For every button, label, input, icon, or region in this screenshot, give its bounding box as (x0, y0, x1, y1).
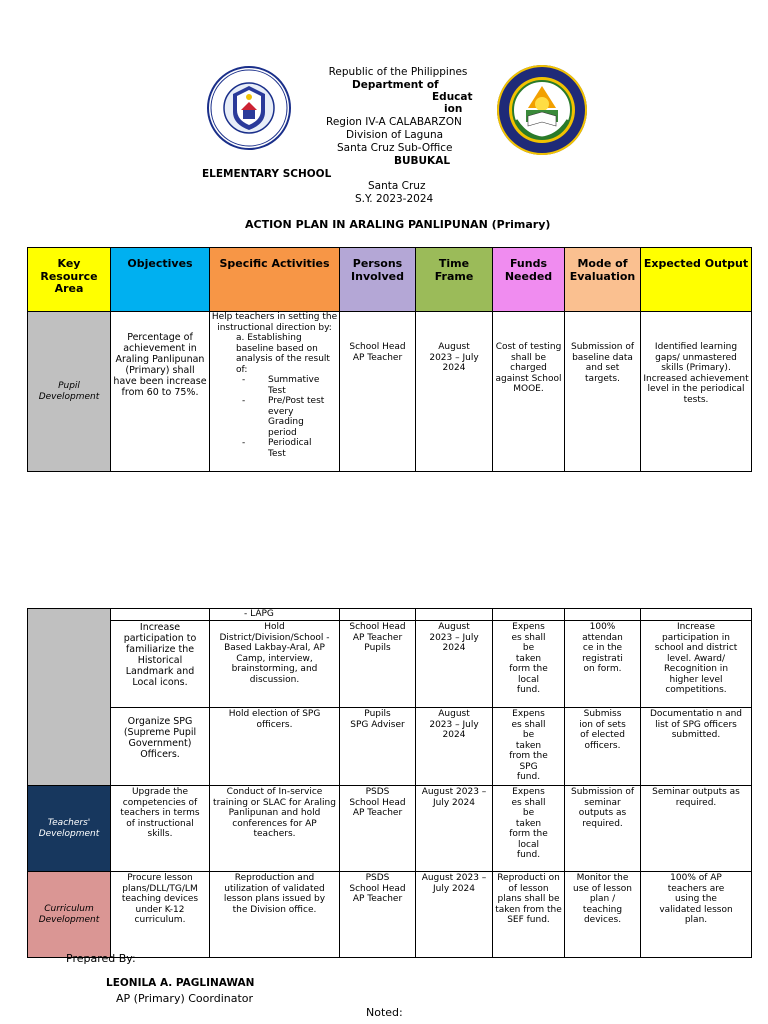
action-plan-table-continued (27, 608, 752, 958)
header-department: Department of (352, 79, 439, 91)
time-cell: August 2023 – July 2024 (416, 621, 493, 708)
table-row (28, 312, 752, 472)
evaluation-cell: 100% attendan ce in the registrati on form. (565, 621, 641, 708)
evaluation-cell: Submiss ion of sets of elected officers. (565, 708, 641, 786)
time-cell: August 2023 – July 2024 (416, 312, 493, 472)
header-school-name: BUBUKAL (394, 155, 451, 167)
activity-item: - Pre/Post test every Grading period (210, 396, 339, 438)
table-row (28, 786, 752, 872)
persons-cell: PSDS School Head AP Teacher (340, 872, 416, 958)
table-row (28, 708, 752, 786)
output-cell: Increase participation in school and district level. Award/ Recognition in higher level competitions. (641, 621, 752, 708)
kra-curriculum-development: Curriculum Development (28, 872, 111, 958)
noted-label: Noted: (366, 1006, 403, 1019)
objective-cell: Increase participation to familiarize the Historical Landmark and Local icons. (111, 621, 210, 708)
activity-item: - Periodical Test (210, 438, 339, 459)
activity-cell (210, 312, 340, 472)
kra-pupil-development-cont (28, 609, 111, 786)
persons-cell: Pupils SPG Adviser (340, 708, 416, 786)
objective-cell: Upgrade the competencies of teachers in terms of instructional skills. (111, 786, 210, 872)
time-cell: August 2023 – July 2024 (416, 708, 493, 786)
table-row (28, 872, 752, 958)
kra-pupil-development: Pupil Development (28, 312, 111, 472)
funds-cell: Reproducti on of lesson plans shall be taken from the SEF fund. (493, 872, 565, 958)
activity-cell: Hold election of SPG officers. (210, 708, 340, 786)
prepared-by-label: Prepared By: (66, 952, 136, 965)
funds-cell: Expens es shall be taken form the local fund. (493, 621, 565, 708)
header-activities: Specific Activities (210, 248, 340, 312)
objective-cell: Organize SPG (Supreme Pupil Government) Officers. (111, 708, 210, 786)
evaluation-cell: Submission of baseline data and set targets. (565, 312, 641, 472)
header-objectives: Objectives (111, 248, 210, 312)
header-division: Division of Laguna (346, 129, 444, 141)
header-region: Region IV-A CALABARZON (326, 116, 462, 128)
table-row (28, 621, 752, 708)
objective-cell: Procure lesson plans/DLL/TG/LM teaching devices under K-12 curriculum. (111, 872, 210, 958)
deped-seal-logo (207, 66, 291, 150)
time-cell: August 2023 – July 2024 (416, 786, 493, 872)
school-seal-logo (496, 64, 588, 156)
activity-cell: Hold District/Division/School -Based Lakbay-Aral, AP Camp, interview, brainstorming, and discussion. (210, 621, 340, 708)
header-town: Santa Cruz (368, 180, 426, 192)
output-cell: Identified learning gaps/ unmastered skills (Primary). Increased achievement level in the periodical tests. (641, 312, 752, 472)
activity-intro: Help teachers in setting the instructional direction by: (211, 312, 338, 333)
header-funds: Funds Needed (493, 248, 565, 312)
header-kra: Key Resource Area (28, 248, 111, 312)
table-row (28, 609, 752, 621)
header-department-cont: Educat (432, 91, 473, 103)
header-output: Expected Output (641, 248, 752, 312)
activity-item: - Summative Test (210, 375, 339, 396)
preparer-name: LEONILA A. PAGLINAWAN (106, 977, 255, 989)
evaluation-cell: Monitor the use of lesson plan / teaching devices. (565, 872, 641, 958)
header-school-type: ELEMENTARY SCHOOL (202, 168, 332, 180)
time-cell: August 2023 – July 2024 (416, 872, 493, 958)
header-persons: Persons Involved (340, 248, 416, 312)
activity-cell: Reproduction and utilization of validated lesson plans issued by the Division office. (210, 872, 340, 958)
funds-cell: Expens es shall be taken from the SPG fund. (493, 708, 565, 786)
header-time: Time Frame (416, 248, 493, 312)
activity-sub-a: a. Establishing baseline based on analysis of the result of: (236, 333, 330, 375)
funds-cell: Expens es shall be taken form the local fund. (493, 786, 565, 872)
persons-cell: PSDS School Head AP Teacher (340, 786, 416, 872)
header-republic: Republic of the Philippines (328, 66, 468, 78)
preparer-position: AP (Primary) Coordinator (116, 992, 254, 1005)
header-school-year: S.Y. 2023-2024 (355, 193, 434, 205)
persons-cell: School Head AP Teacher (340, 312, 416, 472)
evaluation-cell: Submission of seminar outputs as required. (565, 786, 641, 872)
header-suboffice: Santa Cruz Sub-Office (337, 142, 453, 154)
activity-cell: Conduct of In-service training or SLAC for Araling Panlipunan and hold conferences for AP teachers. (210, 786, 340, 872)
action-plan-table (27, 247, 752, 472)
objective-cell: Percentage of achievement in Araling Panlipunan (Primary) shall have been increase from 60 to 75%. (111, 312, 210, 472)
output-cell: 100% of AP teachers are using the validated lesson plan. (641, 872, 752, 958)
header-department-end: ion (444, 103, 463, 115)
kra-teachers-development: Teachers' Development (28, 786, 111, 872)
activity-cell: - LAPG (210, 609, 340, 621)
output-cell: Documentatio n and list of SPG officers submitted. (641, 708, 752, 786)
funds-cell: Cost of testing shall be charged against School MOOE. (493, 312, 565, 472)
page-title: ACTION PLAN IN ARALING PANLIPUNAN (Primary) (245, 218, 551, 231)
header-mode: Mode of Evaluation (565, 248, 641, 312)
output-cell: Seminar outputs as required. (641, 786, 752, 872)
persons-cell: School Head AP Teacher Pupils (340, 621, 416, 708)
